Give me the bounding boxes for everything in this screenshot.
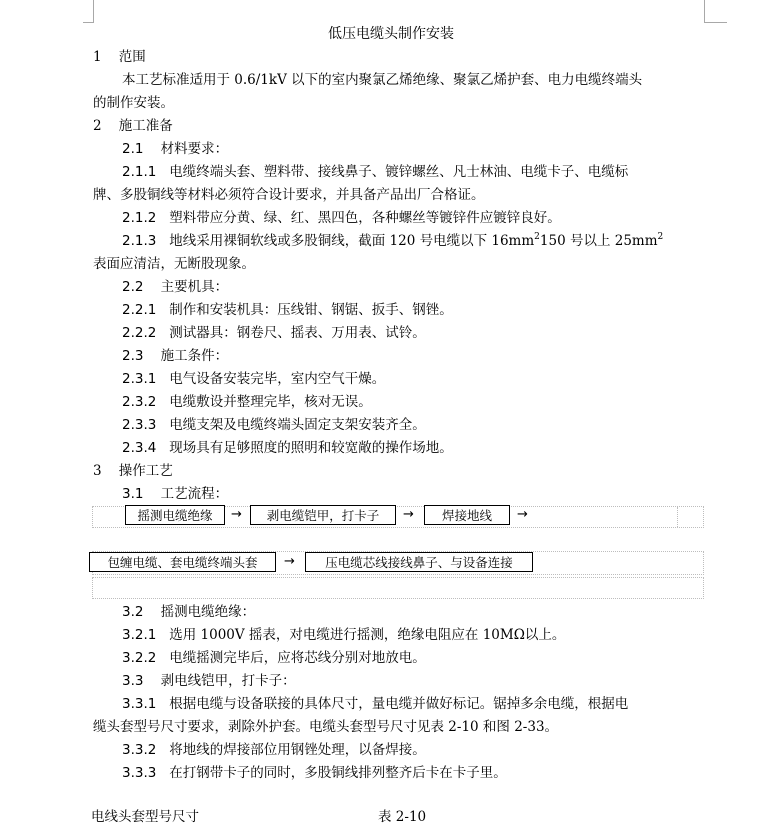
section-title: 施工准备: [118, 118, 173, 134]
flow-step-wrap-cable: 包缠电缆、套电缆终端头套: [89, 552, 276, 572]
clause-text: 塑料带应分黄、绿、红、黑四色，各种螺丝等镀锌件应镀锌良好。: [169, 210, 561, 226]
paragraph: 本工艺标准适用于 0.6/1kV 以下的室内聚氯乙烯绝缘、聚氯乙烯护套、电力电缆终端头: [122, 72, 643, 88]
clause-number: 2.3.3: [122, 417, 157, 433]
flow-step-strip-armor: 剥电缆铠甲，打卡子: [250, 505, 396, 525]
flow-arrow-icon: →: [231, 507, 242, 522]
table-caption: 电线头套型号尺寸: [91, 809, 199, 825]
clause-text: 主要机具：: [160, 279, 229, 295]
page-title: 低压电缆头制作安装: [328, 26, 454, 42]
clause-text: 电气设备安装完毕，室内空气干燥。: [169, 371, 386, 387]
superscript: 2: [534, 232, 540, 242]
clause-2-3-3: [122, 416, 426, 434]
flow-arrow-icon: →: [403, 507, 414, 522]
clause-text: 剥电线铠甲，打卡子：: [160, 673, 296, 689]
clause-number: 2.1.1: [122, 164, 157, 180]
clause-text: 工艺流程：: [160, 486, 229, 502]
superscript: 2: [657, 232, 664, 242]
flow-step-crimp-connect: 压电缆芯线接线鼻子、与设备连接: [305, 552, 533, 572]
clause-text: 将地线的焊接部位用钢锉处理，以备焊接。: [169, 742, 426, 758]
clause-continuation: 牌、多股铜线等材料必须符合设计要求，并具备产品出厂合格证。: [93, 187, 485, 203]
clause-2-1-1: [122, 163, 628, 181]
clause-2-3-2: [122, 393, 372, 411]
corner-mark-top-left: [83, 0, 94, 23]
clause-text: 电缆摇测完毕后，应将芯线分别对地放电。: [169, 650, 426, 666]
clause-continuation: 表面应清洁，无断股现象。: [93, 256, 255, 272]
corner-mark-top-right: [704, 0, 727, 23]
clause-number: 3.2.1: [122, 627, 157, 643]
section-1-heading: [93, 48, 146, 66]
clause-text-cont: 150 号以上 25mm: [539, 233, 658, 249]
clause-text: 电缆终端头套、塑料带、接线鼻子、镀锌螺丝、凡士林油、电缆卡子、电缆标: [169, 164, 629, 180]
clause-3-3-1: [122, 695, 628, 713]
clause-3-2-2: [122, 649, 426, 667]
clause-text: 制作和安装机具：压线钳、钢锯、扳手、钢锉。: [169, 302, 453, 318]
clause-2-3-1: [122, 370, 385, 388]
clause-2-1-2: [122, 209, 561, 227]
flow-step-insulation-test: 摇测电缆绝缘: [125, 505, 225, 525]
clause-number: 2.2.2: [122, 325, 157, 341]
clause-number: 3.3.3: [122, 765, 157, 781]
clause-number: 3.2: [122, 604, 144, 620]
clause-text: 摇测电缆绝缘：: [160, 604, 256, 620]
clause-2-2-2: [122, 324, 426, 342]
clause-text: 地线采用裸铜软线或多股铜线，截面 120 号电缆以下 16mm: [169, 233, 535, 249]
clause-text: 材料要求：: [160, 141, 229, 157]
clause-3-3-3: [122, 764, 507, 782]
clause-number: 2.3.1: [122, 371, 157, 387]
paragraph-continuation: 的制作安装。: [93, 95, 174, 111]
clause-2-3-4: [122, 439, 453, 457]
flow-row-2-lower: [92, 577, 704, 599]
subsection-2-2: [122, 278, 228, 296]
section-2-heading: [93, 117, 173, 135]
clause-text: 根据电缆与设备联接的具体尺寸，量电缆并做好标记。锯掉多余电缆，根据电: [169, 696, 629, 712]
clause-text: 测试器具：钢卷尺、摇表、万用表、试铃。: [169, 325, 426, 341]
flow-arrow-icon: →: [284, 554, 295, 569]
clause-text: 选用 1000V 摇表，对电缆进行摇测，绝缘电阻应在 10MΩ以上。: [169, 627, 566, 643]
clause-number: 2.3: [122, 348, 144, 364]
clause-number: 3.1: [122, 486, 144, 502]
subsection-2-3: [122, 347, 228, 365]
section-number: 3: [93, 463, 102, 479]
clause-2-1-3: [122, 232, 663, 250]
flow-arrow-icon: →: [517, 507, 528, 522]
clause-3-3-2: [122, 741, 426, 759]
clause-number: 2.3.2: [122, 394, 157, 410]
section-title: 操作工艺: [118, 463, 173, 479]
section-title: 范围: [118, 49, 146, 65]
subsection-3-2: [122, 603, 255, 621]
clause-text: 电缆支架及电缆终端头固定支架安装齐全。: [169, 417, 426, 433]
clause-text: 电缆敷设并整理完毕，核对无误。: [169, 394, 372, 410]
clause-2-2-1: [122, 301, 453, 319]
subsection-2-1: [122, 140, 228, 158]
clause-continuation: 缆头套型号尺寸要求，剥除外护套。电缆头套型号尺寸见表 2-10 和图 2-33。: [93, 719, 559, 735]
table-gridline: [677, 507, 678, 527]
clause-text: 现场具有足够照度的照明和较宽敞的操作场地。: [169, 440, 453, 456]
clause-number: 2.2.1: [122, 302, 157, 318]
clause-number: 2.1: [122, 141, 144, 157]
flow-step-weld-ground: 焊接地线: [424, 505, 510, 525]
section-number: 1: [93, 49, 102, 65]
clause-text: 施工条件：: [160, 348, 229, 364]
clause-number: 2.2: [122, 279, 144, 295]
clause-number: 2.3.4: [122, 440, 157, 456]
clause-number: 3.3: [122, 673, 144, 689]
clause-number: 3.3.2: [122, 742, 157, 758]
subsection-3-1: [122, 485, 228, 503]
clause-number: 3.2.2: [122, 650, 157, 666]
section-number: 2: [93, 118, 102, 134]
clause-3-2-1: [122, 626, 565, 644]
clause-number: 2.1.2: [122, 210, 157, 226]
subsection-3-3: [122, 672, 296, 690]
section-3-heading: [93, 462, 173, 480]
clause-number: 3.3.1: [122, 696, 157, 712]
clause-text: 在打钢带卡子的同时，多股铜线排列整齐后卡在卡子里。: [169, 765, 507, 781]
table-number: 表 2-10: [378, 809, 427, 825]
clause-number: 2.1.3: [122, 233, 157, 249]
